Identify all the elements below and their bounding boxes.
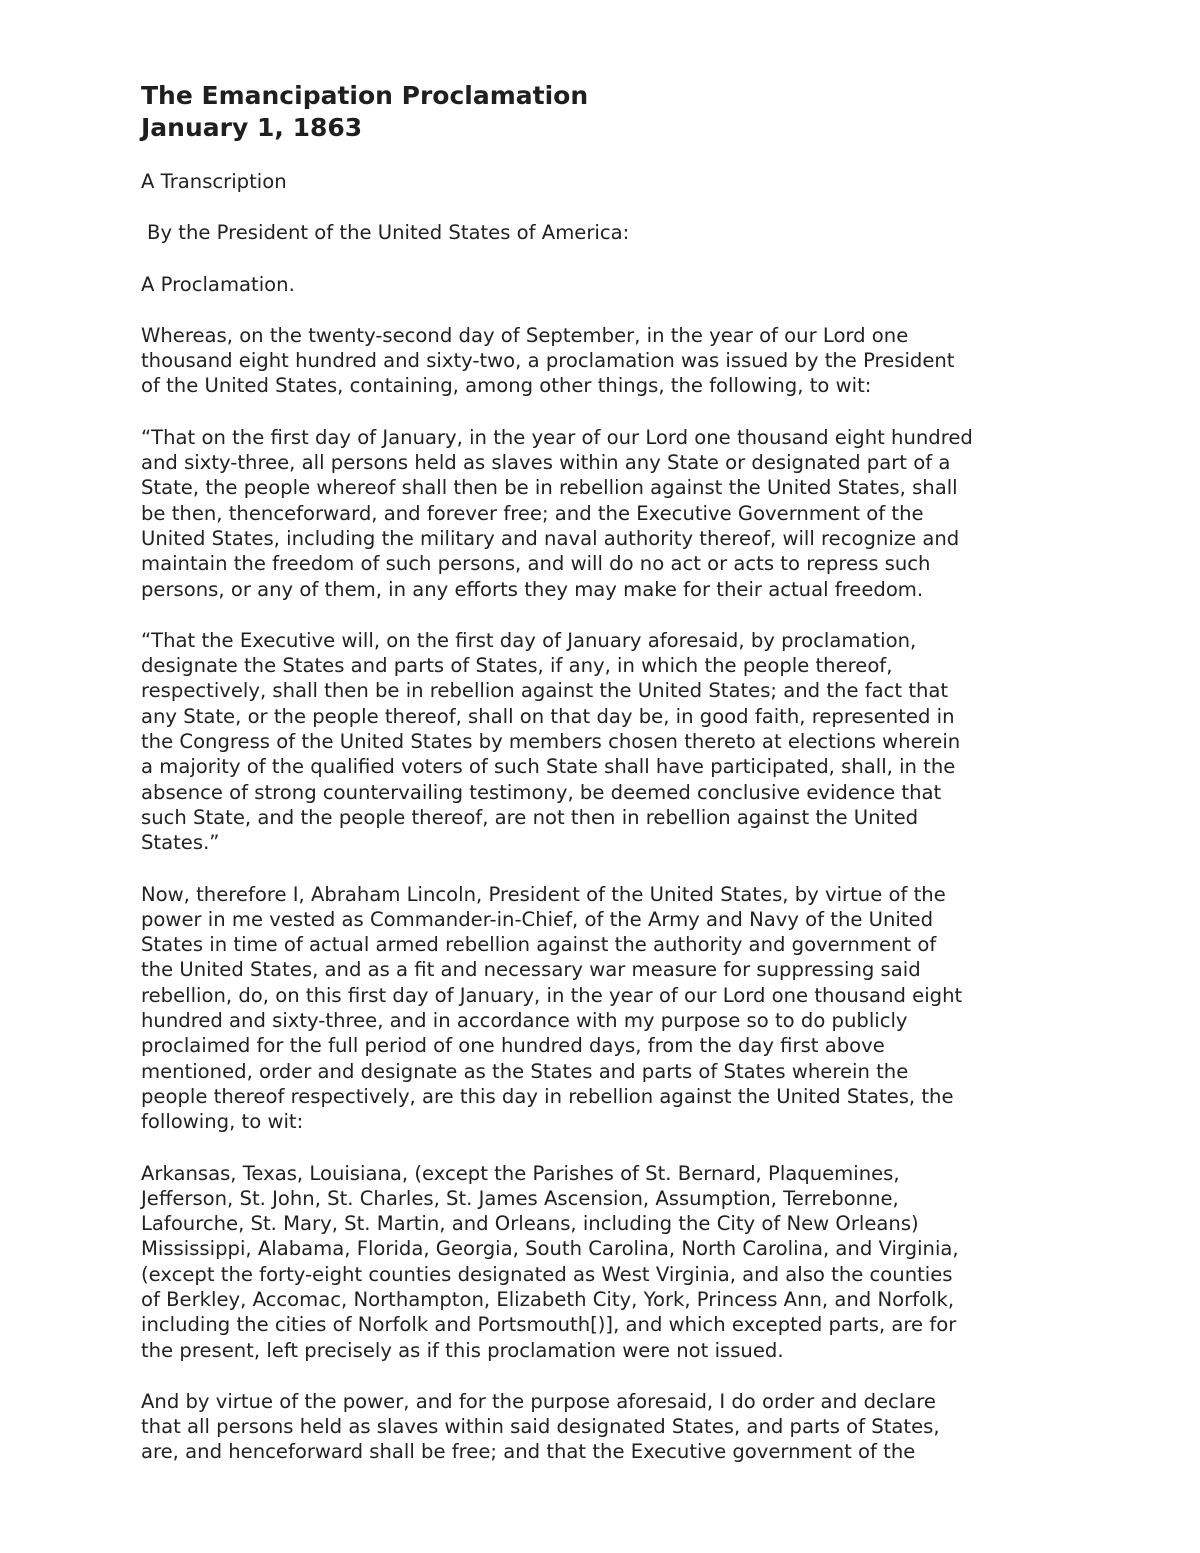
text-line: State, the people whereof shall then be in rebellion against the United States, shall <box>141 476 958 500</box>
text-line: persons, or any of them, in any efforts they may make for their actual freedom. <box>141 577 924 601</box>
text-line: Jefferson, St. John, St. Charles, St. James Ascension, Assumption, Terrebonne, <box>141 1186 899 1210</box>
text-line: hundred and sixty-three, and in accordance with my purpose so to do publicly <box>141 1009 908 1033</box>
text-line: thousand eight hundred and sixty-two, a proclamation was issued by the President <box>141 349 955 373</box>
text-line: (except the forty-eight counties designated as West Virginia, and also the counties <box>141 1262 953 1286</box>
subtitle: A Transcription <box>141 170 287 193</box>
proclamation-heading: A Proclamation. <box>141 272 295 296</box>
text-line: the present, left precisely as if this proclamation were not issued. <box>141 1338 784 1362</box>
text-line: States in time of actual armed rebellion against the authority and government of <box>141 933 937 957</box>
paragraph-now-therefore <box>141 882 1071 1135</box>
title-line: The Emancipation Proclamation <box>141 81 589 110</box>
text-line: and sixty-three, all persons held as slaves within any State or designated part of a <box>141 451 951 475</box>
text-line: respectively, shall then be in rebellion against the United States; and the fact that <box>141 679 949 703</box>
text-line: rebellion, do, on this first day of January, in the year of our Lord one thousand eight <box>141 983 963 1007</box>
text-line: the Congress of the United States by members chosen thereto at elections wherein <box>141 730 961 754</box>
text-line: “That on the first day of January, in the year of our Lord one thousand eight hundred <box>141 425 973 449</box>
text-line: United States, including the military and naval authority thereof, will recognize and <box>141 526 960 550</box>
paragraph-quote-first-day <box>141 425 1071 602</box>
text-line: Now, therefore I, Abraham Lincoln, President of the United States, by virtue of the <box>141 882 946 906</box>
paragraph-quote-executive <box>141 628 1071 856</box>
text-line: of Berkley, Accomac, Northampton, Elizabeth City, York, Princess Ann, and Norfolk, <box>141 1287 955 1311</box>
text-line: mentioned, order and designate as the States and parts of States wherein the <box>141 1059 909 1083</box>
text-line: a majority of the qualified voters of such State shall have participated, shall, in the <box>141 755 956 779</box>
text-line: And by virtue of the power, and for the purpose aforesaid, I do order and declare <box>141 1389 936 1413</box>
text-line: “That the Executive will, on the first day of January aforesaid, by proclamation, <box>141 628 917 652</box>
text-line: people thereof respectively, are this day in rebellion against the United States, the <box>141 1084 954 1108</box>
text-line: any State, or the people thereof, shall on that day be, in good faith, represented in <box>141 704 955 728</box>
document-title <box>141 80 1071 144</box>
title-date: January 1, 1863 <box>141 113 363 142</box>
text-line: following, to wit: <box>141 1110 304 1134</box>
document-body <box>141 80 1071 1465</box>
text-line: Arkansas, Texas, Louisiana, (except the Parishes of St. Bernard, Plaquemines, <box>141 1161 900 1185</box>
text-line: Mississippi, Alabama, Florida, Georgia, South Carolina, North Carolina, and Virginia, <box>141 1237 959 1261</box>
paragraph-states-list <box>141 1161 1071 1363</box>
text-line: including the cities of Norfolk and Portsmouth[)], and which excepted parts, are for <box>141 1313 957 1337</box>
text-line: States.” <box>141 831 220 855</box>
text-line: that all persons held as slaves within said designated States, and parts of States, <box>141 1415 940 1439</box>
text-line: the United States, and as a fit and necessary war measure for suppressing said <box>141 958 921 982</box>
text-line: proclaimed for the full period of one hundred days, from the day first above <box>141 1034 885 1058</box>
text-line: designate the States and parts of States, if any, in which the people thereof, <box>141 654 893 678</box>
text-line: Lafourche, St. Mary, St. Martin, and Orleans, including the City of New Orleans) <box>141 1212 919 1236</box>
paragraph-whereas <box>141 323 1071 399</box>
text-line: Whereas, on the twenty-second day of September, in the year of our Lord one <box>141 323 909 347</box>
text-line: absence of strong countervailing testimony, be deemed conclusive evidence that <box>141 780 942 804</box>
text-line: such State, and the people thereof, are not then in rebellion against the United <box>141 805 919 829</box>
text-line: be then, thenceforward, and forever free; and the Executive Government of the <box>141 501 924 525</box>
text-line: are, and henceforward shall be free; and that the Executive government of the <box>141 1440 916 1464</box>
text-line: power in me vested as Commander-in-Chief, of the Army and Navy of the United <box>141 907 934 931</box>
byline: By the President of the United States of America: <box>147 221 630 245</box>
text-line: of the United States, containing, among other things, the following, to wit: <box>141 374 872 398</box>
paragraph-by-virtue <box>141 1389 1071 1465</box>
text-line: maintain the freedom of such persons, and will do no act or acts to repress such <box>141 552 931 576</box>
